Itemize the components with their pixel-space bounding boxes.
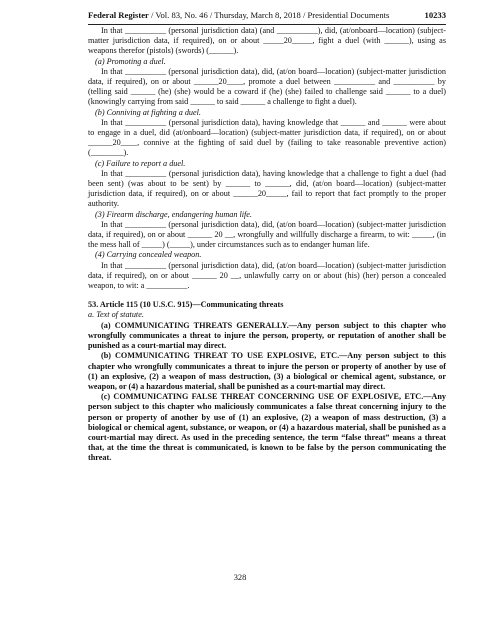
statute-paragraph: (c) COMMUNICATING FALSE THREAT CONCERNING USE OF EXPLOSIVE, ETC.—Any person subject to this chapter who maliciously communicates a false threat concerning injury to the person or property of another by use of (1) an explosive, (2) a weapon of mass destruction, (3) a biological or chemical agent, substance, or weapon, or (4) a hazardous material, shall be punished as a court-martial may direct. As used in the preceding sentence, the term “false threat” means a threat that, at the time the threat is communicated, is known to be false by the person communicating the threat. [88,392,446,463]
section-heading: 53. Article 115 (10 U.S.C. 915)—Communicating threats [88,300,284,310]
paragraph: In that __________ (personal jurisdiction data), did, (at/on board—location) (subject-matter jurisdiction data, if required), on or about ______ 20 __, unlawfully carry on or about (his) (her) person a concealed weapon, to wit: a __________. [88,260,446,291]
page-footer-number: 328 [233,573,247,582]
header-page-number: 10233 [424,10,446,20]
header-issue-info: / Vol. 83, No. 46 / Thursday, March 8, 2018 / Presidential Documents [148,10,390,20]
header-publication-line [88,10,389,20]
page-header [88,10,446,24]
paragraph: In that __________ (personal jurisdiction data), having knowledge that a challenge to fight a duel (had been sent) (was about to be sent) by ______ to ______, did, (at/on board—location) (subject-matter jurisdiction data, if required), on or about ______20_____, fail to report that fact promptly to the proper authority. [88,168,446,209]
paragraph: In that __________ (personal jurisdiction data), did, (at/on board—location) (subject-matter jurisdiction data, if required), on or about ______20____, promote a duel between __________ and __________ by (telling said ______ (he) (she) would be a coward if (he) (she) failed to challenge said ______ to a duel) (knowingly carrying from said ______ to said ______ a challenge to fight a duel). [88,66,446,107]
header-rule [88,24,446,25]
subheading: (3) Firearm discharge, endangering human life. [95,209,252,219]
paragraph: In that __________ (personal jurisdiction data) (and __________), did, (at/onboard—location) (subject-matter jurisdiction data, if required), on or about _____20_____, fight a duel (with ______), using as weapons therefor (pistols) (swords) (______). [88,26,446,56]
paragraph: In that __________ (personal jurisdiction data), did, (at/on board—location) (subject-matter jurisdiction data, if required), on or about ______ 20 __, wrongfully and willfully discharge a firearm, to wit: _____, (in the mess hall of _____) (_____), under circumstances such as to endanger human life. [88,219,446,250]
section-subheading: a. Text of statute. [88,310,144,320]
statute-paragraph: (a) COMMUNICATING THREATS GENERALLY.—Any person subject to this chapter who wrongfully communicates a threat to injure the person, property, or reputation of another shall be punished as a court-martial may direct. [88,320,446,351]
document-body [88,26,446,464]
statute-paragraph: (b) COMMUNICATING THREAT TO USE EXPLOSIVE, ETC.—Any person subject to this chapter who wrongfully communicates a threat to injure the person or property of another by use of (1) an explosive, (2) a weapon of mass destruction, (3) a biological or chemical agent, substance, or weapon, or (4) a hazardous material, shall be punished as a court-martial may direct. [88,351,446,391]
subheading: (c) Failure to report a duel. [95,158,186,168]
header-publication-name: Federal Register [88,10,149,20]
subheading: (a) Promoting a duel. [95,56,166,66]
subheading: (4) Carrying concealed weapon. [95,250,202,260]
subheading: (b) Conniving at fighting a duel. [95,107,201,117]
paragraph: In that __________ (personal jurisdiction data), having knowledge that ______ and ______ were about to engage in a duel, did (at/onboard—location) (subject-matter jurisdiction data, if required), on or about ______20____, connive at the fighting of said duel by (failing to take reasonable preventive action) (________). [88,117,446,158]
